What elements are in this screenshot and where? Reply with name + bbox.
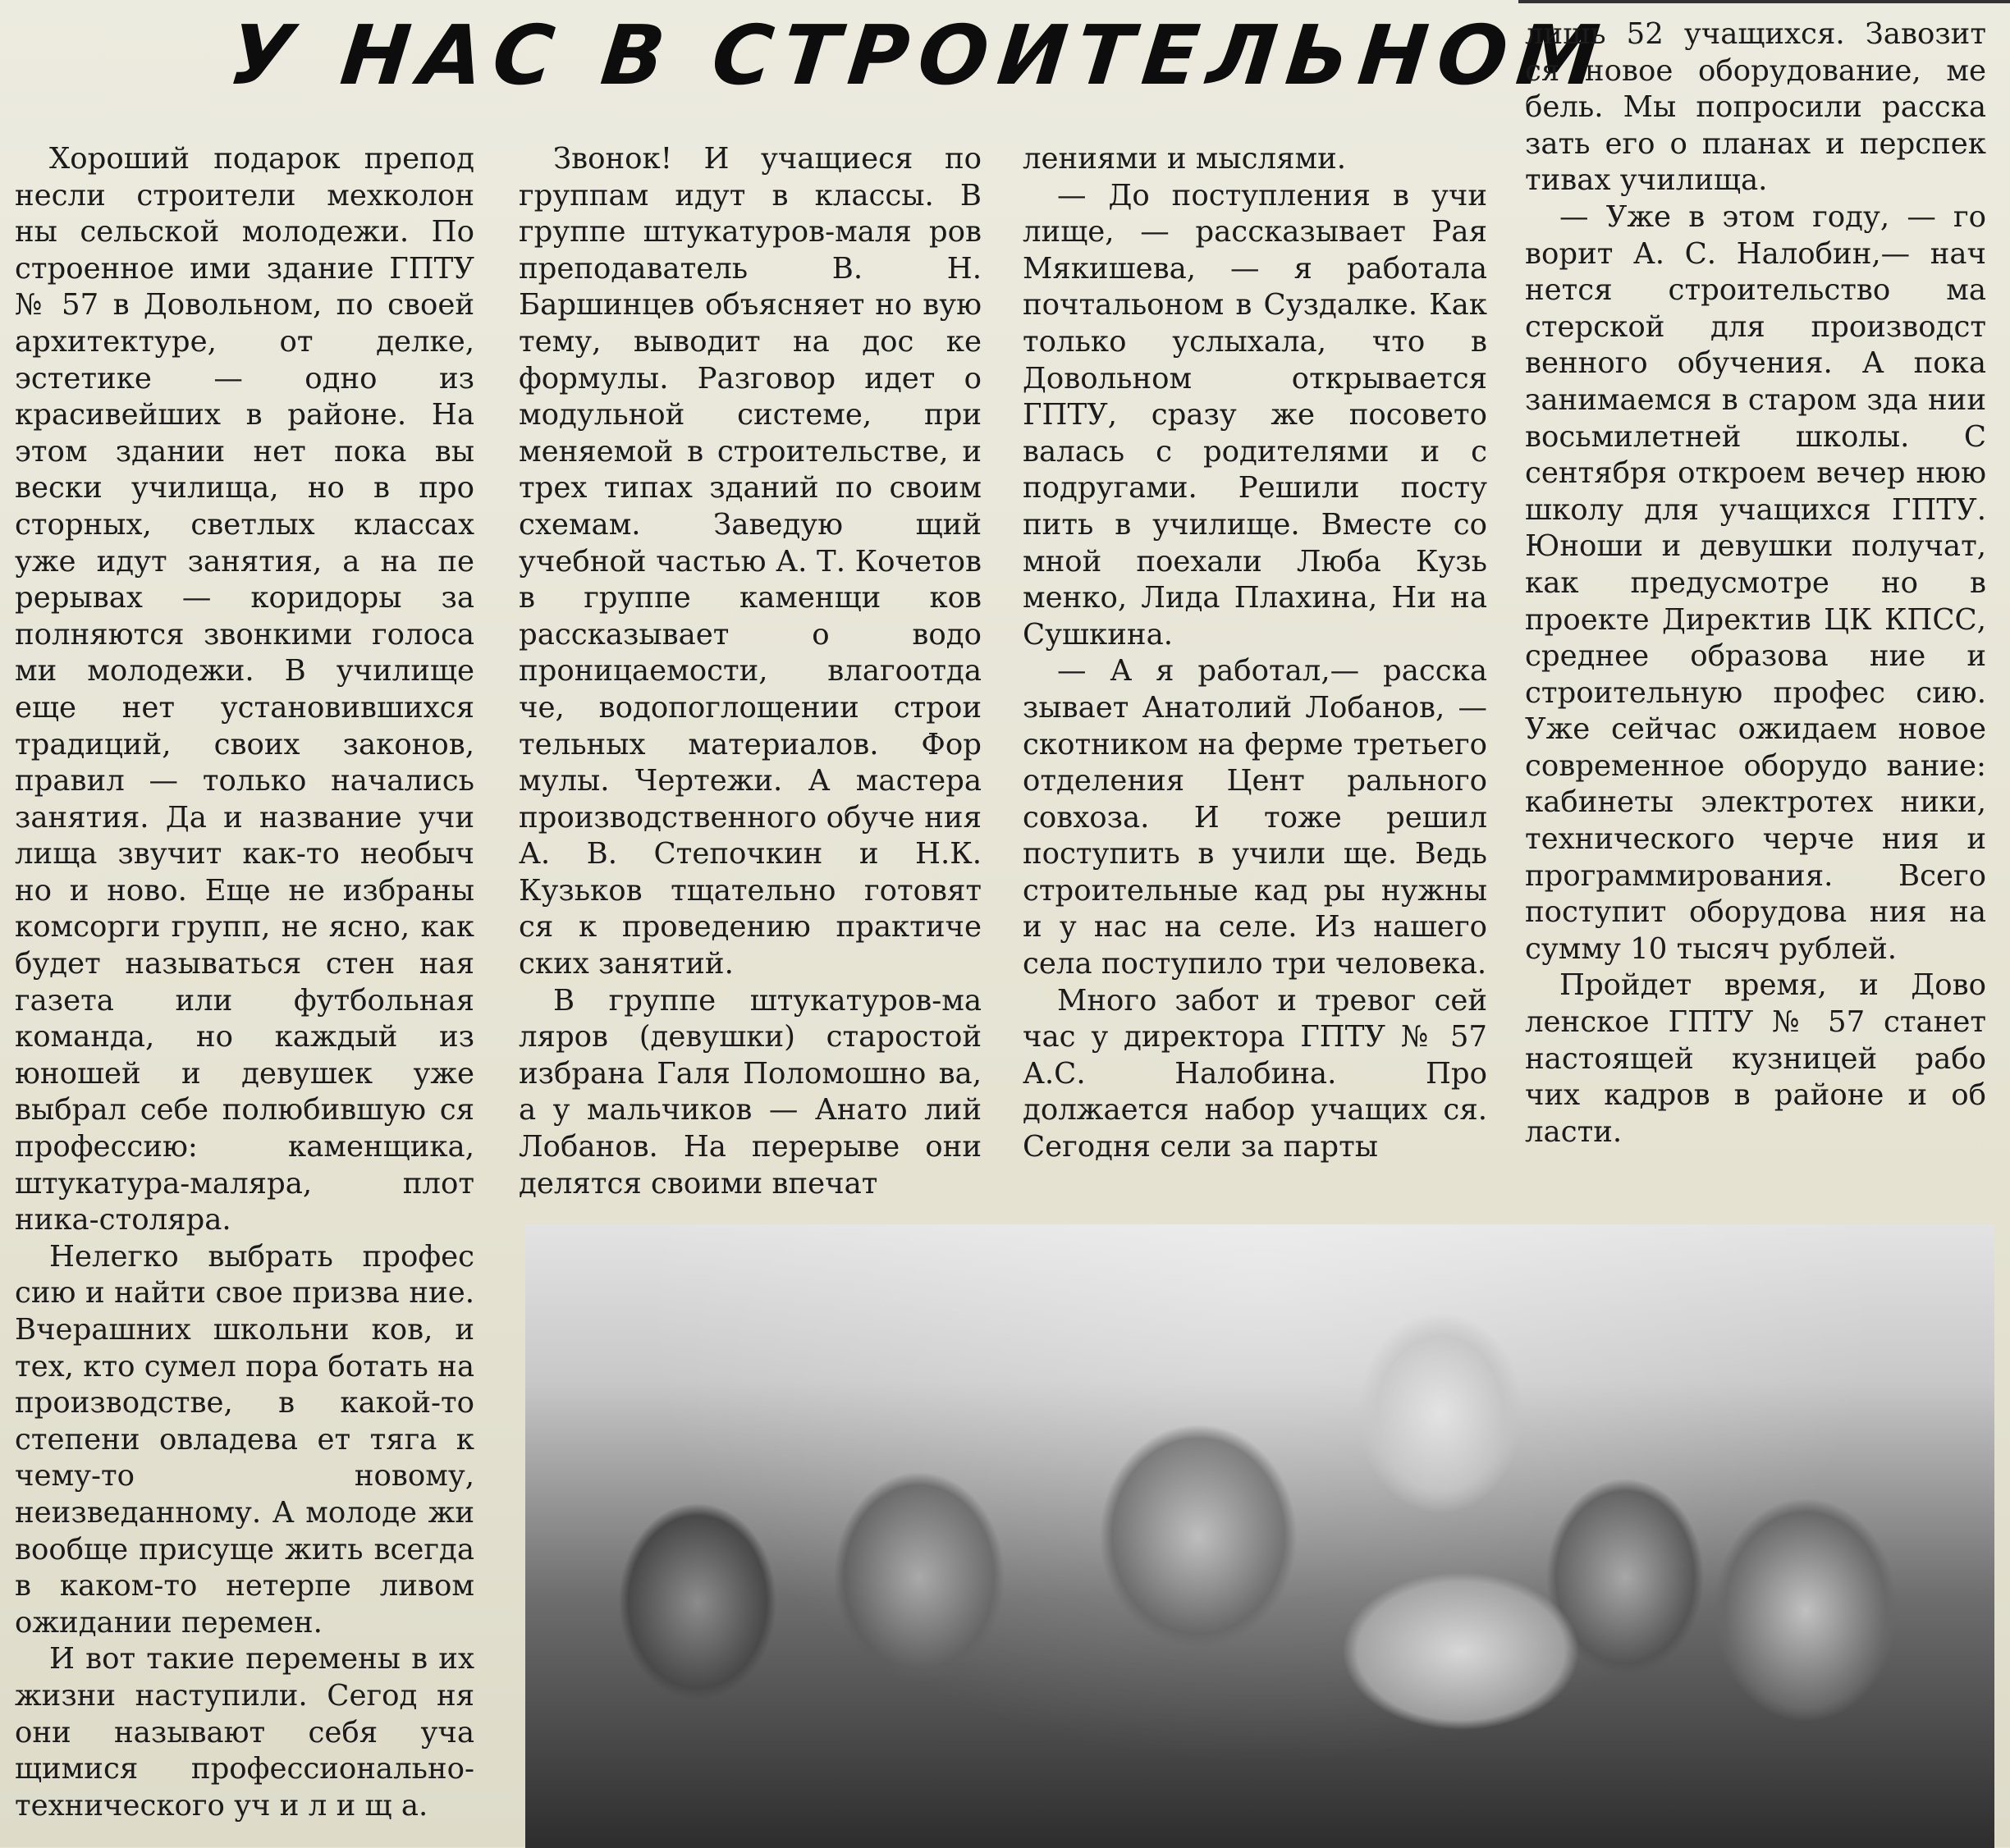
paragraph: В группе штукатуров-ма ляров (девушки) старостой избрана Галя Поломошно ва, а у мальчиков — Анато лий Лобанов. На перерыве они делятся своими впечат xyxy=(519,983,982,1201)
paragraph: — Уже в этом году, — го ворит А. С. Налобин,— нач нется строительство ма стерской для производст венного обучения. А пока занимаемся в старом зда нии восьмилетней школы. С сентября откроем вечер нюю школу для учащихся ГПТУ. Юноши и девушки получат, как предусмотре но в проекте Директив ЦК КПСС, среднее образова ние и строительную профес сию. Уже сейчас ожидаем новое современное оборудо вание: кабинеты электротех ники, технического черче ния и программирования. Всего поступит оборудова ния на сумму 10 тысяч рублей. xyxy=(1525,199,1986,966)
paragraph: Много забот и тревог сей час у директора ГПТУ № 57 А.С. Налобина. Про должается набор учащих ся. Сегодня сели за парты xyxy=(1023,983,1487,1164)
paragraph: И вот такие перемены в их жизни наступили. Сегод ня они называют себя уча щимися профессионально-технического уч и л и щ а. xyxy=(15,1642,474,1823)
article-column-4 xyxy=(1525,16,1986,1150)
paragraph: лениями и мыслями. xyxy=(1023,142,1347,176)
paragraph: лишь 52 учащихся. Завозит ся новое оборудование, ме бель. Мы попросили расска зать его о планах и перспек тивах училища. xyxy=(1525,17,1986,198)
article-column-2 xyxy=(519,141,982,1202)
classroom-photo xyxy=(525,1224,1994,1848)
article-column-1 xyxy=(15,141,474,1824)
paragraph: Пройдет время, и Дово ленское ГПТУ № 57 станет настоящей кузницей рабо чих кадров в районе и об ласти. xyxy=(1525,968,1986,1149)
paragraph: Хороший подарок препод несли строители мехколон ны сельской молодежи. По строенное ими здание ГПТУ № 57 в Довольном, по своей архитектуре, от делке, эстетике — одно из красивейших в районе. На этом здании нет пока вы вески училища, но в про сторных, светлых классах уже идут занятия, а на пе рерывах — коридоры за полняются звонкими голоса ми молодежи. В училище еще нет установившихся традиций, своих законов, правил — только начались занятия. Да и название учи лища звучит как-то необыч но и ново. Еще не избраны комсорги групп, не ясно, как будет называться стен ная газета или футбольная команда, но каждый из юношей и девушек уже выбрал себе полюбившую ся профессию: каменщика, штукатура-маляра, плот ника-столяра. xyxy=(15,142,474,1237)
paragraph: — До поступления в учи лище, — рассказывает Рая Мякишева, — я работала почтальоном в Суздалке. Как только услыхала, что в Довольном открывается ГПТУ, сразу же посовето валась с родителями и с подругами. Решили посту пить в училище. Вместе со мной поехали Люба Кузь менко, Лида Плахина, Ни на Сушкина. xyxy=(1023,178,1487,652)
paragraph: Нелегко выбрать профес сию и найти свое призва ние. Вчерашних школьни ков, и тех, кто сумел пора ботать на производстве, в какой-то степени овладева ет тяга к чему-то новому, неизведанному. А молоде жи вообще присуще жить всегда в каком-то нетерпе ливом ожидании перемен. xyxy=(15,1239,474,1640)
article-headline: У НАС В СТРОИТЕЛЬНОМ xyxy=(224,7,1614,103)
top-rule xyxy=(1518,0,2010,3)
article-column-3 xyxy=(1023,141,1487,1166)
paragraph: Звонок! И учащиеся по группам идут в классы. В группе штукатуров-маля ров преподаватель В. Н. Баршинцев объясняет но вую тему, выводит на дос ке формулы. Разговор идет о модульной системе, при меняемой в строительстве, и трех типах зданий по своим схемам. Заведую щий учебной частью А. Т. Кочетов в группе каменщи ков рассказывает о водо проницаемости, влагоотда че, водопоглощении строи тельных материалов. Фор мулы. Чертежи. А мастера производственного обуче ния А. В. Степочкин и Н.К. Кузьков тщательно готовят ся к проведению практиче ских занятий. xyxy=(519,142,982,981)
photo-shading xyxy=(525,1224,1994,1848)
paragraph: — А я работал,— расска зывает Анатолий Лобанов, — скотником на ферме третьего отделения Цент рального совхоза. И тоже решил поступить в учили ще. Ведь строительные кад ры нужны и у нас на селе. Из нашего села поступило три человека. xyxy=(1023,654,1487,981)
